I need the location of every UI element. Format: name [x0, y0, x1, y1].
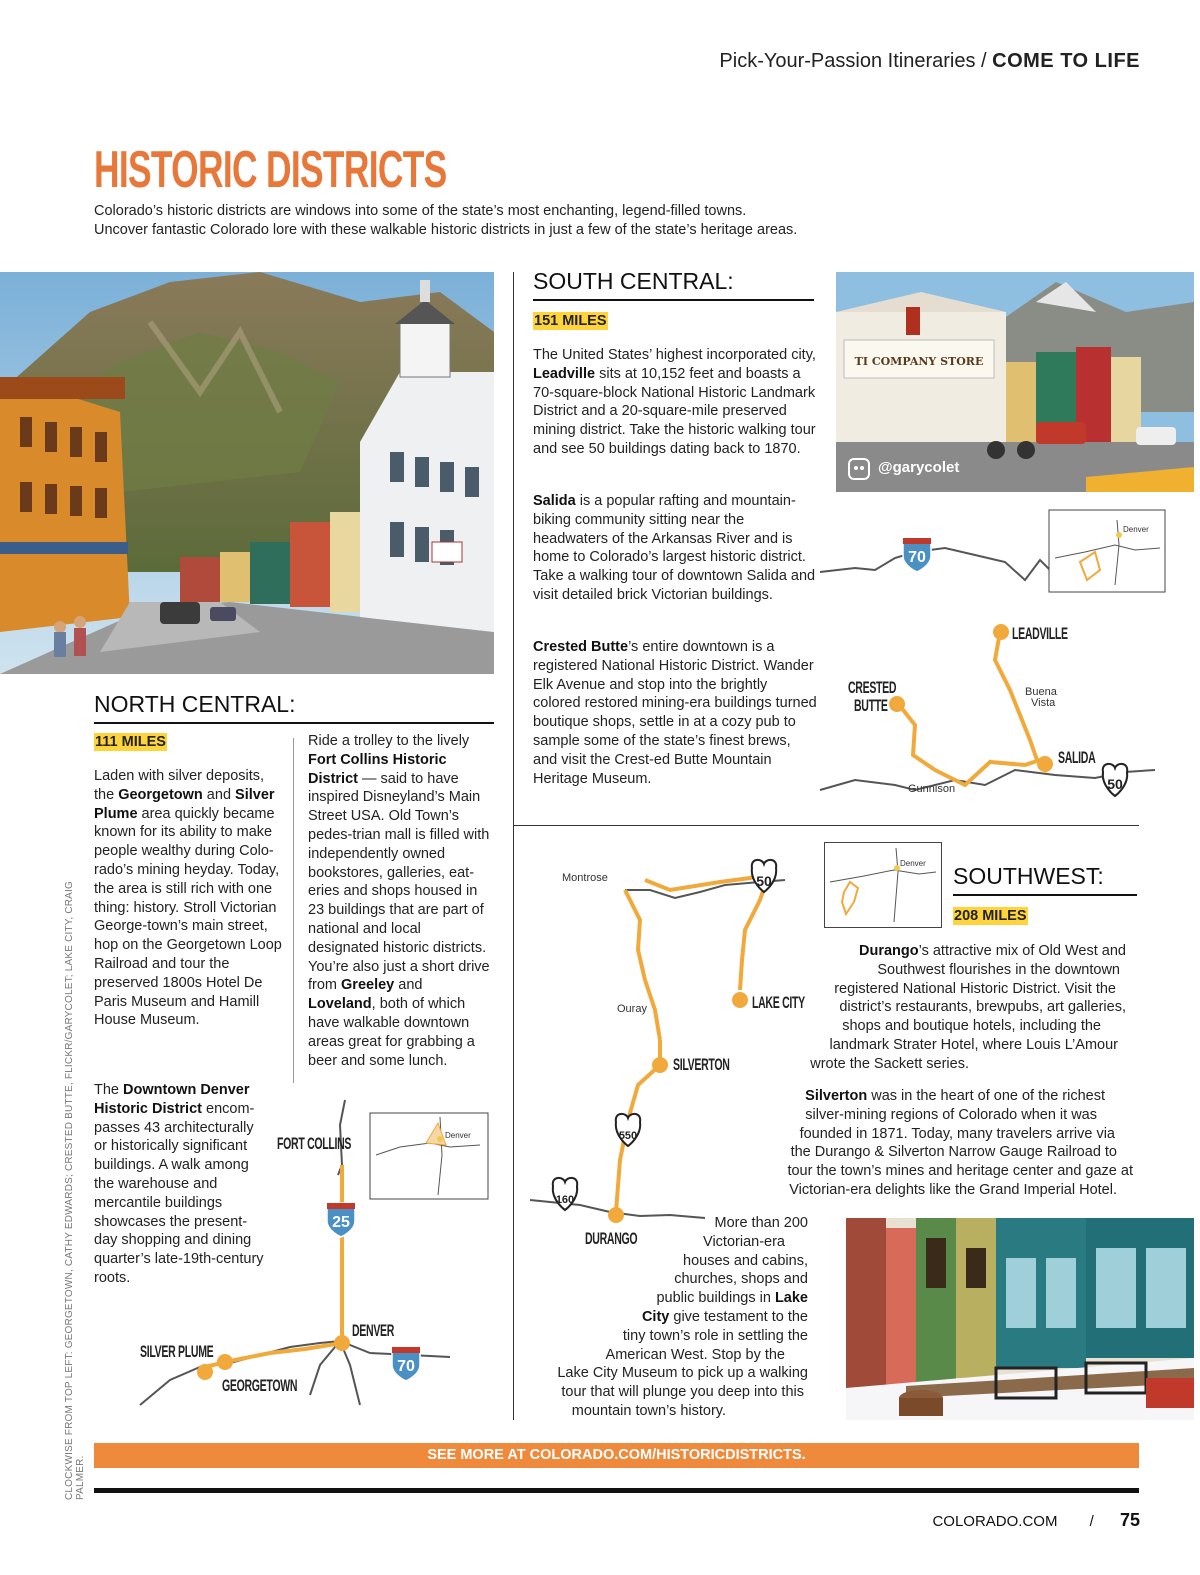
durango-paragraph: Durango’s attractive mix of Old West and Southwest flourishes in the downtown registered National Historic District. Visit the district’s restaurants, brewpubs, art galleries, shops and boutique hotels, including the landmark Strater Hotel, where Louis L’Amour wrote the Sackett series.: [810, 943, 1126, 1072]
leadville-paragraph: The United States’ highest incorporated city, Leadville sits at 10,152 feet and boasts a 70-square-block National Historic Landmark District and a 20-square-mile preserved mining district. Take the historic walking tour and see 50 buildings dating back to 1870.: [533, 347, 816, 457]
see-more-link[interactable]: COLORADO.COM/HISTORICDISTRICTS.: [529, 1447, 806, 1463]
header-separator: /: [975, 50, 993, 72]
section-divider: [513, 825, 1139, 826]
photo-credits: CLOCKWISE FROM TOP LEFT: GEORGETOWN, CATHY EDWARDS; CRESTED BUTTE, FLICKR/GARYCOLET; LAKE CITY, CRAIG PALMER.: [64, 880, 86, 1500]
southwest-map: [520, 840, 820, 1240]
south-central-miles: 151 MILES: [534, 313, 607, 329]
denver-paragraph: The Downtown Denver Historic District encom-passes 43 architecturally or historically significant buildings. A walk among the warehouse and mercantile buildings showcases the present-day shopping and dining quarter’s late-19th-century roots.: [94, 1082, 264, 1286]
footer-rule: [94, 1488, 1139, 1493]
southwest-heading: SOUTHWEST:: [953, 863, 1137, 896]
fort-collins-paragraph: Ride a trolley to the lively Fort Collins Historic District — said to have inspired Disneyland’s Main Street USA. Old Town’s pedes-trian mall is filled with independently owned bookstores, galleries, eat-eries and shops housed in 23 buildings that are part of national and local designated historic districts. You’re also just a short drive from Greeley and Loveland, both of which have walkable downtown areas great for grabbing a beer and some lunch.: [308, 733, 490, 1069]
map-label-denver: DENVER: [352, 1321, 395, 1340]
nc-inset-denver: Denver: [445, 1131, 471, 1140]
camera-icon-lens-1: [854, 466, 858, 470]
sw-us550-shield: 550: [618, 1130, 638, 1142]
lake-city-paragraph: More than 200 Victorian-era houses and cabins, churches, shops and public buildings in Lake City give testament to the tiny town’s role in settling the American West. Stop by the Lake City Museum to pick up a walking tour that will plunge you deep into this mountain town’s history.: [557, 1215, 808, 1419]
sc-us50-shield: 50: [1107, 776, 1123, 792]
crested-butte-photo: [836, 272, 1194, 492]
crested-butte-paragraph: Crested Butte’s entire downtown is a registered National Historic District. Wander Elk Avenue and stop into the brightly colored restored mining-era buildings turned boutique shops, settle in at a cozy pub to sample some of the state’s finest brews, and visit the Crest-ed Butte Mountain Heritage Museum.: [533, 639, 817, 787]
map-label-lake-city: LAKE CITY: [752, 993, 805, 1012]
north-central-heading: NORTH CENTRAL:: [94, 691, 494, 724]
store-sign: TI COMPANY STORE: [854, 355, 984, 368]
sc-inset-denver: Denver: [1123, 525, 1149, 534]
southwest-inset-map: [824, 842, 942, 928]
intro-line-2: Uncover fantastic Colorado lore with these walkable historic districts in just a few of the state’s heritage areas.: [94, 222, 798, 238]
column-divider-top: [513, 272, 514, 825]
nc-i25-shield: 25: [332, 1214, 350, 1231]
sw-montrose: Montrose: [562, 872, 608, 884]
map-label-durango: DURANGO: [585, 1229, 638, 1248]
nc-i70-shield: 70: [397, 1358, 415, 1375]
intro-text: [94, 202, 994, 240]
intro-line-1: Colorado’s historic districts are windows into some of the state’s most enchanting, legend-filled towns.: [94, 203, 747, 219]
sc-buena-vista-2: Vista: [1031, 697, 1056, 709]
camera-icon-lens-2: [860, 466, 864, 470]
map-label-silver-plume: SILVER PLUME: [140, 1342, 214, 1361]
sw-inset-denver: Denver: [900, 859, 926, 868]
footer-separator: /: [1089, 1513, 1094, 1530]
header-section: Pick-Your-Passion Itineraries: [719, 50, 976, 72]
silverton-paragraph: Silverton was in the heart of one of the richest silver-mining regions of Colorado when it was founded in 1871. Today, many travelers arrive via the Durango & Silverton Narrow Gauge Railroad to tour the town’s mines and heritage center and gaze at Victorian-era delights like the Grand Imperial Hotel.: [787, 1088, 1133, 1198]
south-central-map: [815, 500, 1195, 820]
southwest-miles: 208 MILES: [954, 908, 1027, 924]
map-label-georgetown: GEORGETOWN: [222, 1376, 298, 1395]
page-footer: [0, 1510, 1140, 1531]
salida-paragraph: Salida is a popular rafting and mountain-biking community sitting near the headwaters of the Arkansas River and is home to Colorado’s largest historic district. Take a walking tour of downtown Salida and visit detailed brick Victorian buildings.: [533, 493, 816, 603]
lake-city-photo: [846, 1218, 1194, 1420]
map-label-leadville: LEADVILLE: [1012, 624, 1068, 643]
sc-buena-vista-1: Buena: [1025, 686, 1057, 698]
photo-handle: @garycolet: [878, 459, 960, 476]
south-central-heading: SOUTH CENTRAL:: [533, 268, 814, 301]
running-header: [0, 50, 1140, 73]
north-central-miles: 111 MILES: [95, 734, 166, 750]
sc-i70-shield: 70: [908, 549, 926, 566]
see-more-banner[interactable]: SEE MORE AT COLORADO.COM/HISTORICDISTRICTS.: [94, 1443, 1139, 1468]
map-label-butte: BUTTE: [854, 696, 888, 715]
map-label-salida: SALIDA: [1058, 748, 1096, 767]
georgetown-paragraph: Laden with silver deposits, the Georgetown and Silver Plume area quickly became known for its ability to make people wealthy during Colo-rado’s mining heyday. Today, the area is still rich with one thing: history. Stroll Victorian George-town’s main street, hop on the Georgetown Loop Railroad and tour the preserved 1800s Hotel De Paris Museum and Hamill House Museum.: [94, 768, 282, 1029]
page-number: 75: [1119, 1510, 1140, 1530]
camera-icon: [848, 458, 870, 480]
north-column-divider: [293, 738, 294, 1083]
map-label-fort-collins: FORT COLLINS: [277, 1134, 352, 1153]
page-title: HISTORIC DISTRICTS: [94, 141, 447, 199]
sc-gunnison: Gunnison: [908, 783, 956, 795]
column-divider-bottom: [513, 825, 514, 1420]
sw-ouray: Ouray: [617, 1003, 647, 1015]
sw-us160-shield: 160: [555, 1194, 575, 1206]
sw-us50-shield: 50: [756, 873, 772, 889]
map-label-crested: CRESTED: [848, 678, 897, 697]
georgetown-photo: [0, 272, 494, 674]
map-label-silverton: SILVERTON: [673, 1055, 730, 1074]
footer-site: COLORADO.COM: [932, 1513, 1058, 1530]
header-tag: COME TO LIFE: [992, 50, 1140, 72]
